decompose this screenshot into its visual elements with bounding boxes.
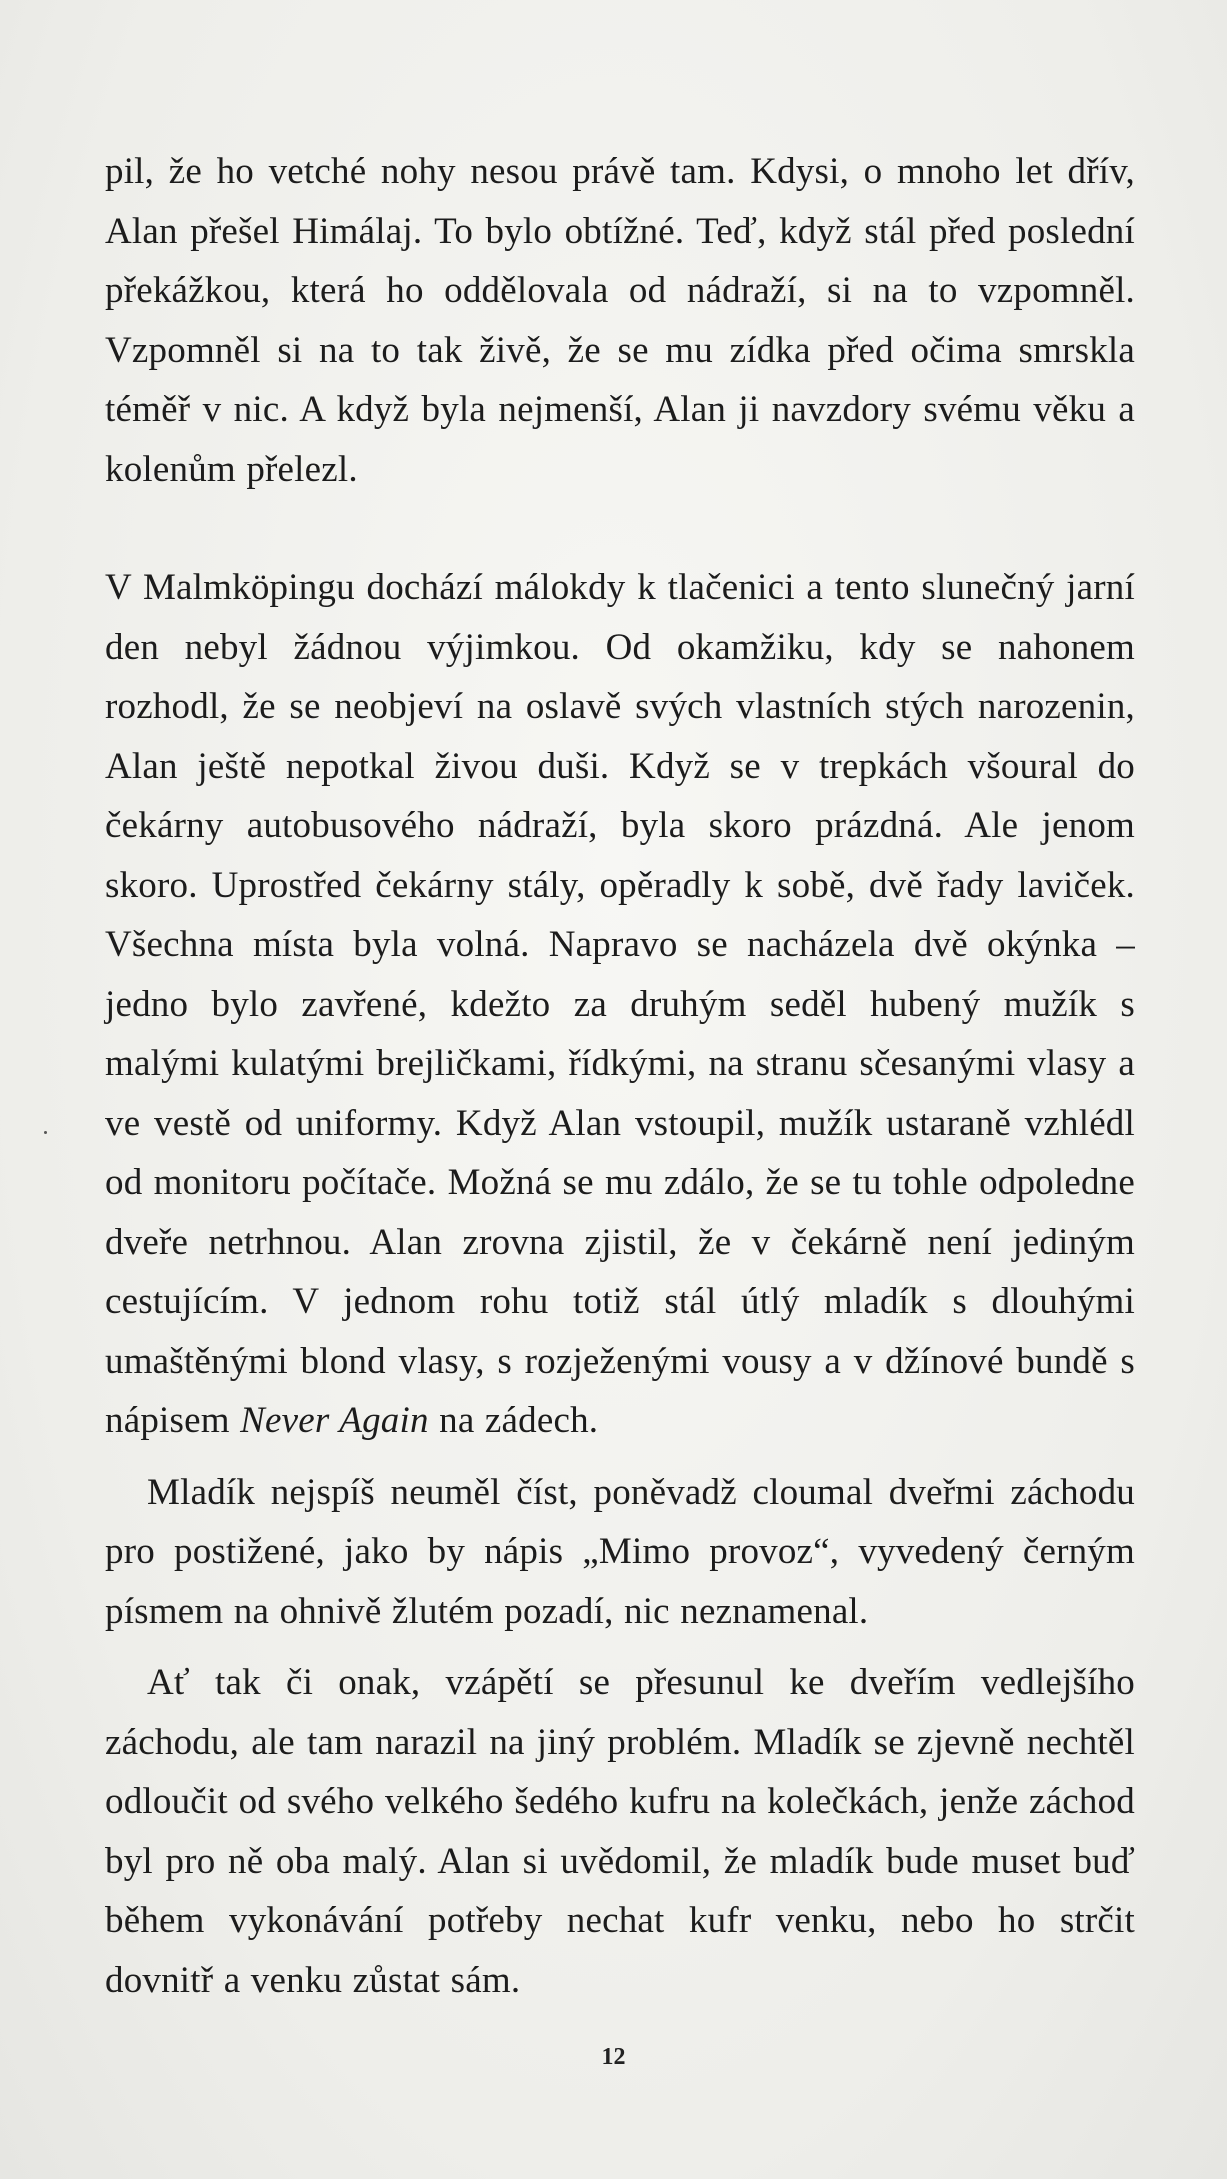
paragraph-2-end: na zádech. <box>439 1400 599 1441</box>
page-number: 12 <box>601 2044 626 2070</box>
paragraph-1-text: pil, že ho vetché nohy nesou právě tam. Kdysi, o mnoho let dřív, Alan přešel Himálaj. To bylo obtížné. Teď, když stál před poslední překážkou, která ho oddělovala od nádraží, si na to vzpomněl. Vzpomněl si na to tak živě, že se mu zídka před očima smrskla téměř v nic. A když byla nejmenší, Alan ji navzdory svému věku a kolenům přelezl. <box>105 151 1135 490</box>
paragraph-malmkoping <box>105 558 1135 1451</box>
body-text <box>105 142 1135 2010</box>
paragraph-continuation <box>105 142 1135 499</box>
jacket-inscription: Never Again <box>240 1400 429 1441</box>
paragraph-3-text: Mladík nejspíš neuměl číst, poněvadž cloumal dveřmi záchodu pro postižené, jako by nápis „Mimo provoz“, vyvedený černým písmem na ohnivě žlutém pozadí, nic neznamenal. <box>105 1471 1135 1632</box>
paragraph-2-text: V Malmköpingu dochází málokdy k tlačenici a tento slunečný jarní den nebyl žádnou výjimkou. Od okamžiku, kdy se nahonem rozhodl, že se neobjeví na oslavě svých vlastních stých narozenin, Alan ještě nepotkal živou duši. Když se v trepkách všoural do čekárny autobusového nádraží, byla skoro prázdná. Ale jenom skoro. Uprostřed čekárny stály, opěradly k sobě, dvě řady laviček. Všechna místa byla volná. Napravo se nacházela dvě okýnka – jedno bylo zavřené, kdežto za druhým seděl hubený mužík s malými kulatými brejličkami, řídkými, na stranu sčesanými vlasy a ve vestě od uniformy. Když Alan vstoupil, mužík ustaraně vzhlédl od monitoru počítače. Možná se mu zdálo, že se tu tohle odpoledne dveře netrhnou. Alan zrovna zjistil, že v čekárně není jediným cestujícím. V jednom rohu totiž stál útlý mladík s dlouhými umaštěnými blond vlasy, s rozježenými vousy a v džínové bundě s nápisem <box>105 567 1135 1441</box>
paragraph-suitcase <box>105 1653 1135 2010</box>
paper-speck <box>44 1131 47 1134</box>
paragraph-4-text: Ať tak či onak, vzápětí se přesunul ke dveřím vedlejšího záchodu, ale tam narazil na jiný problém. Mladík se zjevně nechtěl odloučit od svého velkého šedého kufru na kolečkách, jenže záchod byl pro ně oba malý. Alan si uvědomil, že mladík bude muset buď během vykonávání potřeby nechat kufr venku, nebo ho strčit dovnitř a venku zůstat sám. <box>105 1662 1135 2001</box>
paragraph-young-man <box>105 1463 1135 1642</box>
